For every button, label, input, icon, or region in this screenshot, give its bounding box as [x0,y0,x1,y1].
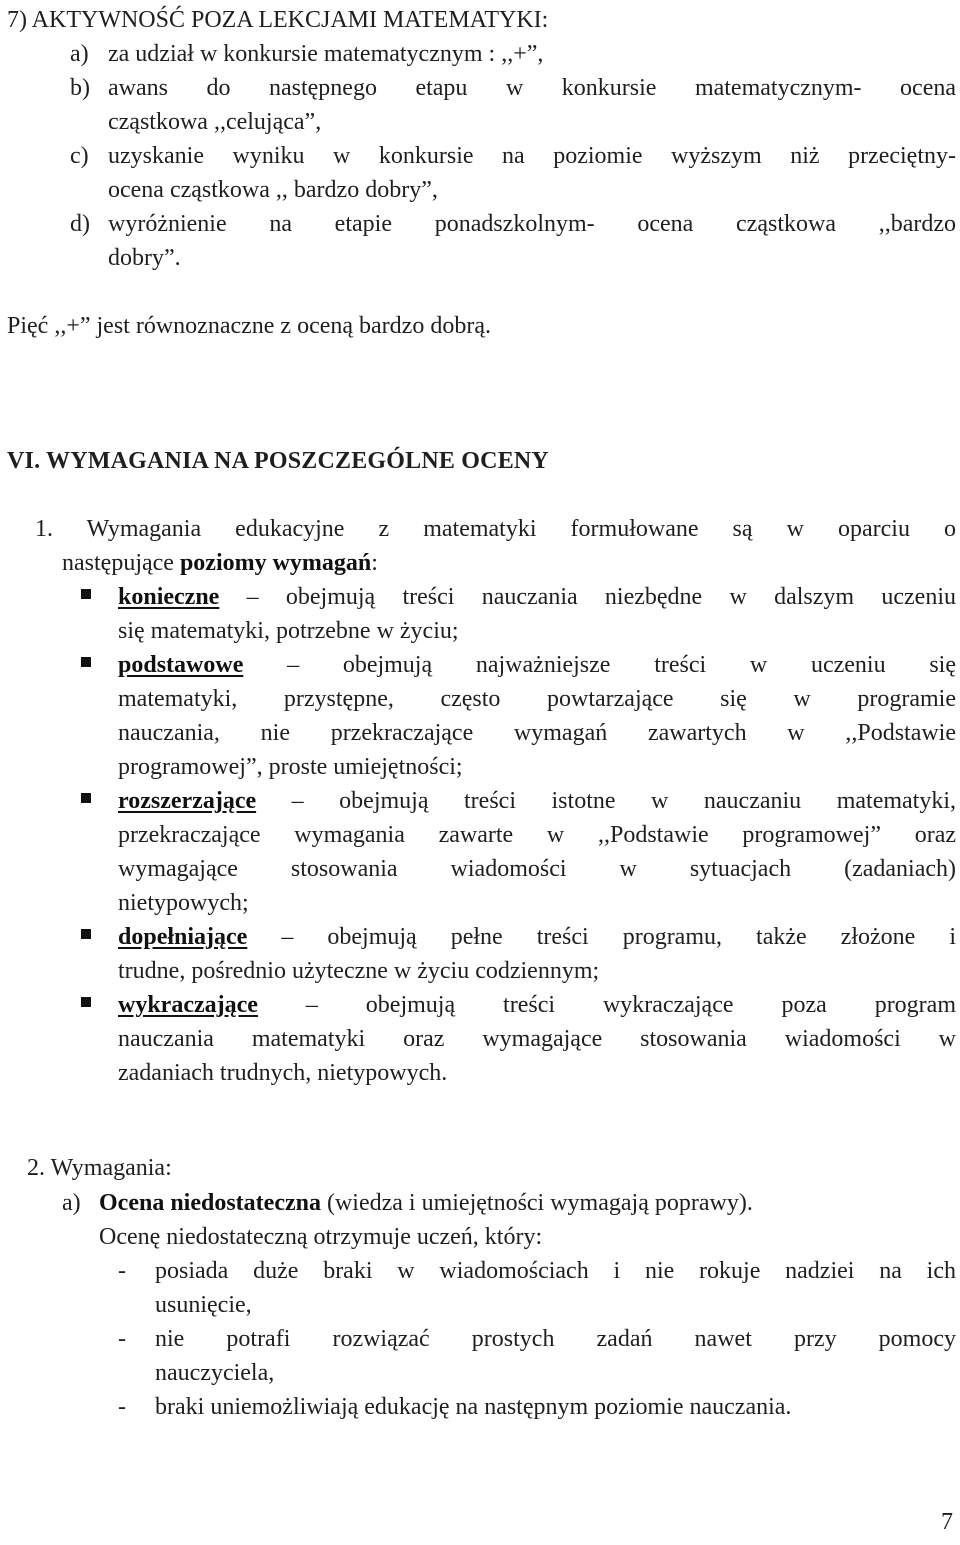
grade-line [99,1188,753,1218]
level-line: przekraczające wymagania zawarte w ,,Podstawie programowej” oraz [118,822,956,848]
level-term: konieczne [118,584,220,610]
level-line [118,650,956,680]
paragraph-line: 1. Wymagania edukacyjne z matematyki formułowane są w oparciu o [35,516,956,542]
square-bullet-icon [81,997,91,1007]
level-line: zadaniach trudnych, nietypowych. [118,1060,448,1086]
list-item-text: cząstkowa ,,celująca”, [108,109,322,135]
section-title: 7) AKTYWNOŚĆ POZA LEKCJAMI MATEMATYKI: [7,7,549,33]
list-item-text: dobry”. [108,245,181,271]
paragraph-line [62,548,378,578]
list-item-text: ocena cząstkowa ,, bardzo dobry”, [108,177,438,203]
grade-intro: Ocenę niedostateczną otrzymuje uczeń, który: [99,1224,543,1250]
text-fragment: następujące [62,550,180,576]
level-term: dopełniające [118,924,248,950]
level-line: trudne, pośrednio użyteczne w życiu codziennym; [118,958,600,984]
point-title: 2. Wymagania: [27,1155,172,1181]
square-bullet-icon [81,589,91,599]
level-line [118,922,956,952]
level-line: nauczania matematyki oraz wymagające stosowania wiadomości w [118,1026,956,1052]
list-marker: b) [70,75,90,101]
level-line: się matematyki, potrzebne w życiu; [118,618,459,644]
list-item-text: wyróżnienie na etapie ponadszkolnym- ocena cząstkowa ,,bardzo [108,211,956,237]
criterion-line: posiada duże braki w wiadomościach i nie rokuje nadziei na ich [155,1258,956,1284]
list-item-text: awans do następnego etapu w konkursie matematycznym- ocena [108,75,956,101]
level-line [118,786,956,816]
square-bullet-icon [81,793,91,803]
list-marker: d) [70,211,90,237]
square-bullet-icon [81,929,91,939]
dash-marker: - [118,1326,126,1352]
list-item-text: za udział w konkursie matematycznym : ,,+”, [108,41,544,67]
level-desc: – obejmują najważniejsze treści w uczeniu się [243,652,956,678]
criterion-line: usunięcie, [155,1292,252,1318]
dash-marker: - [118,1258,126,1284]
level-desc: – obejmują treści istotne w nauczaniu matematyki, [256,788,956,814]
square-bullet-icon [81,657,91,667]
level-line: nietypowych; [118,890,249,916]
level-term: rozszerzające [118,788,257,814]
text-fragment: : [371,550,378,576]
level-desc: – obejmują pełne treści programu, także złożone i [247,924,956,950]
page-number: 7 [941,1509,953,1535]
criterion-line: nie potrafi rozwiązać prostych zadań nawet przy pomocy [155,1326,956,1352]
level-term: podstawowe [118,652,244,678]
level-desc: – obejmują treści nauczania niezbędne w dalszym uczeniu [219,584,956,610]
grade-name: Ocena niedostateczna [99,1190,321,1216]
list-marker: a) [62,1190,81,1216]
list-marker: a) [70,41,89,67]
section-heading: VI. WYMAGANIA NA POSZCZEGÓLNE OCENY [7,448,549,474]
section-note: Pięć ,,+” jest równoznaczne z oceną bardzo dobrą. [7,313,491,339]
criterion-line: nauczyciela, [155,1360,275,1386]
list-item-text: uzyskanie wyniku w konkursie na poziomie wyższym niż przeciętny- [108,143,956,169]
level-line [118,990,956,1020]
level-line: matematyki, przystępne, często powtarzające się w programie [118,686,956,712]
level-line: wymagające stosowania wiadomości w sytuacjach (zadaniach) [118,856,956,882]
level-line [118,582,956,612]
grade-desc: (wiedza i umiejętności wymagają poprawy). [320,1190,753,1216]
dash-marker: - [118,1394,126,1420]
level-desc: – obejmują treści wykraczające poza program [257,992,956,1018]
criterion-line: braki uniemożliwiają edukację na następnym poziomie nauczania. [155,1394,792,1420]
level-line: programowej”, proste umiejętności; [118,754,463,780]
text-emphasis: poziomy wymagań [179,550,372,576]
level-term: wykraczające [118,992,258,1018]
level-line: nauczania, nie przekraczające wymagań zawartych w ,,Podstawie [118,720,956,746]
list-marker: c) [70,143,89,169]
